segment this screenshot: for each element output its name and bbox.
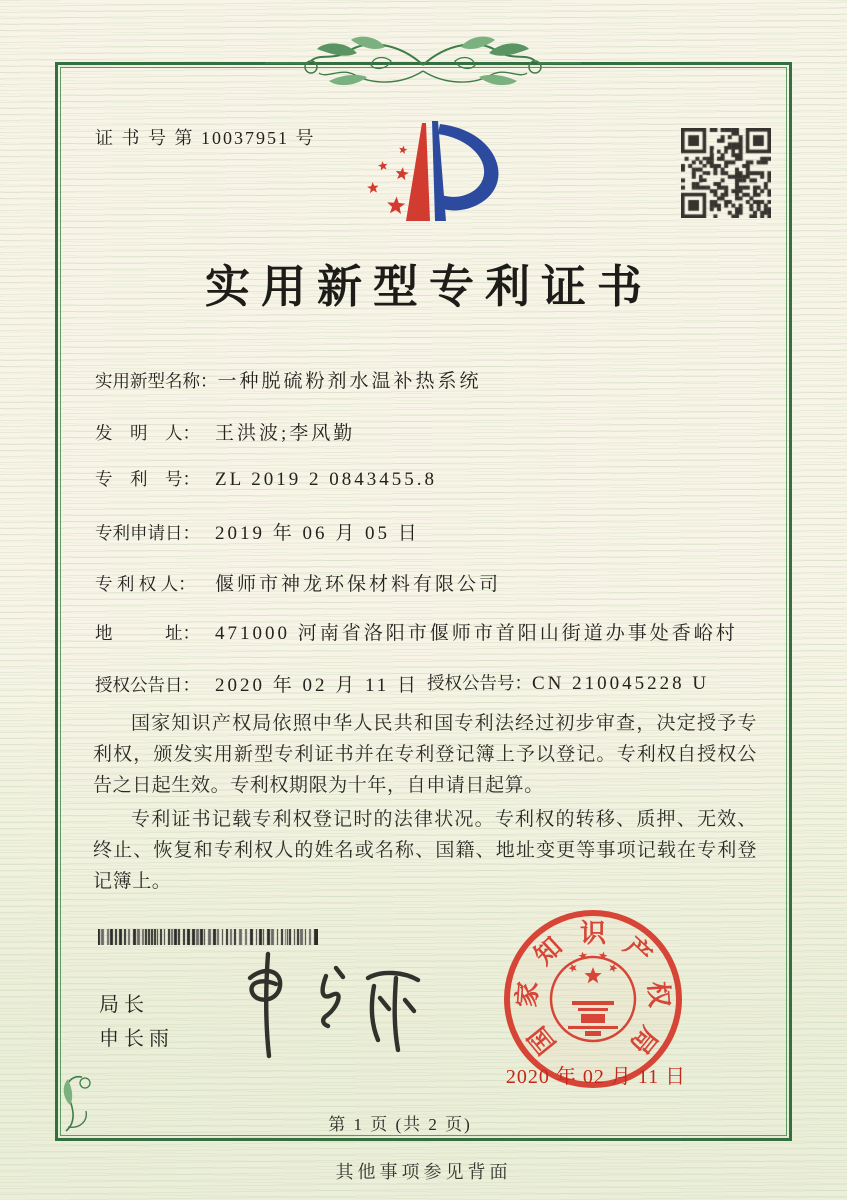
field-utility-model-name [95,366,765,393]
field-grant-date [95,670,765,697]
field-label: 专 利 权 人： [95,574,196,594]
field-inventors [95,418,765,445]
field-value: 一种脱硫粉剂水温补热系统 [217,371,482,392]
certificate-title: 实用新型专利证书 [204,262,653,312]
field-patent-number [95,466,765,491]
field-label: 专利申请日： [95,523,200,543]
svg-text:知: 知 [528,931,568,971]
svg-text:识: 识 [579,919,607,948]
field-label: 授权公告日： [95,675,200,695]
certificate-number: 证 书 号 第 10037951 号 [95,128,316,148]
field-label: 实用新型名称： [95,371,218,391]
field-value: 偃师市神龙环保材料有限公司 [215,574,502,595]
field-patentee [95,569,765,596]
field-label: 发 明 人： [95,423,200,443]
field-value: ZL 2019 2 0843455.8 [215,469,438,490]
svg-text:权: 权 [642,980,674,1009]
commissioner-name: 申长雨 [99,1028,174,1050]
svg-text:产: 产 [618,931,658,971]
grant-statement: 国家知识产权局依照中华人民共和国专利法经过初步审查，决定授予专利权，颁发实用新型专利证书并在专利登记簿上予以登记。专利权自授权公告之日起生效。专利权期限为十年，自申请日起算。 [93,713,757,796]
field-label: 地 址： [95,623,200,643]
legal-statement: 专利证书记载专利权登记时的法律状况。专利权的转移、质押、无效、终止、恢复和专利权人的姓名或名称、国籍、地址变更等事项记载在专利登记簿上。 [93,809,757,892]
commissioner-signature-icon [230,948,435,1063]
certificate-body [93,708,757,897]
top-border-ornament-icon [263,27,583,97]
field-filing-date [95,518,765,545]
barcode [98,929,318,945]
back-note: 其他事项参见背面 [335,1162,512,1182]
svg-text:国: 国 [522,1020,562,1060]
cnipa-logo-icon [348,116,508,228]
field-label: 专 利 号： [95,469,200,489]
svg-text:局: 局 [624,1020,664,1060]
field-label: 授权公告号： [427,673,532,693]
svg-text:家: 家 [512,980,544,1009]
field-value: CN 210045228 U [532,673,710,694]
commissioner-label: 局长 [99,994,149,1016]
field-value: 2019 年 06 月 05 日 [215,523,420,544]
page-number: 第 1 页 (共 2 页) [328,1115,472,1134]
field-value: 2020 年 02 月 11 日 [215,675,420,696]
field-value: 王洪波;李风勤 [215,423,356,444]
field-value: 471000 河南省洛阳市偃师市首阳山街道办事处香峪村 [215,623,738,644]
field-address [95,618,765,645]
seal-date: 2020 年 02 月 11 日 [505,1066,687,1088]
field-grant-number [427,670,709,695]
qr-code [681,128,771,218]
